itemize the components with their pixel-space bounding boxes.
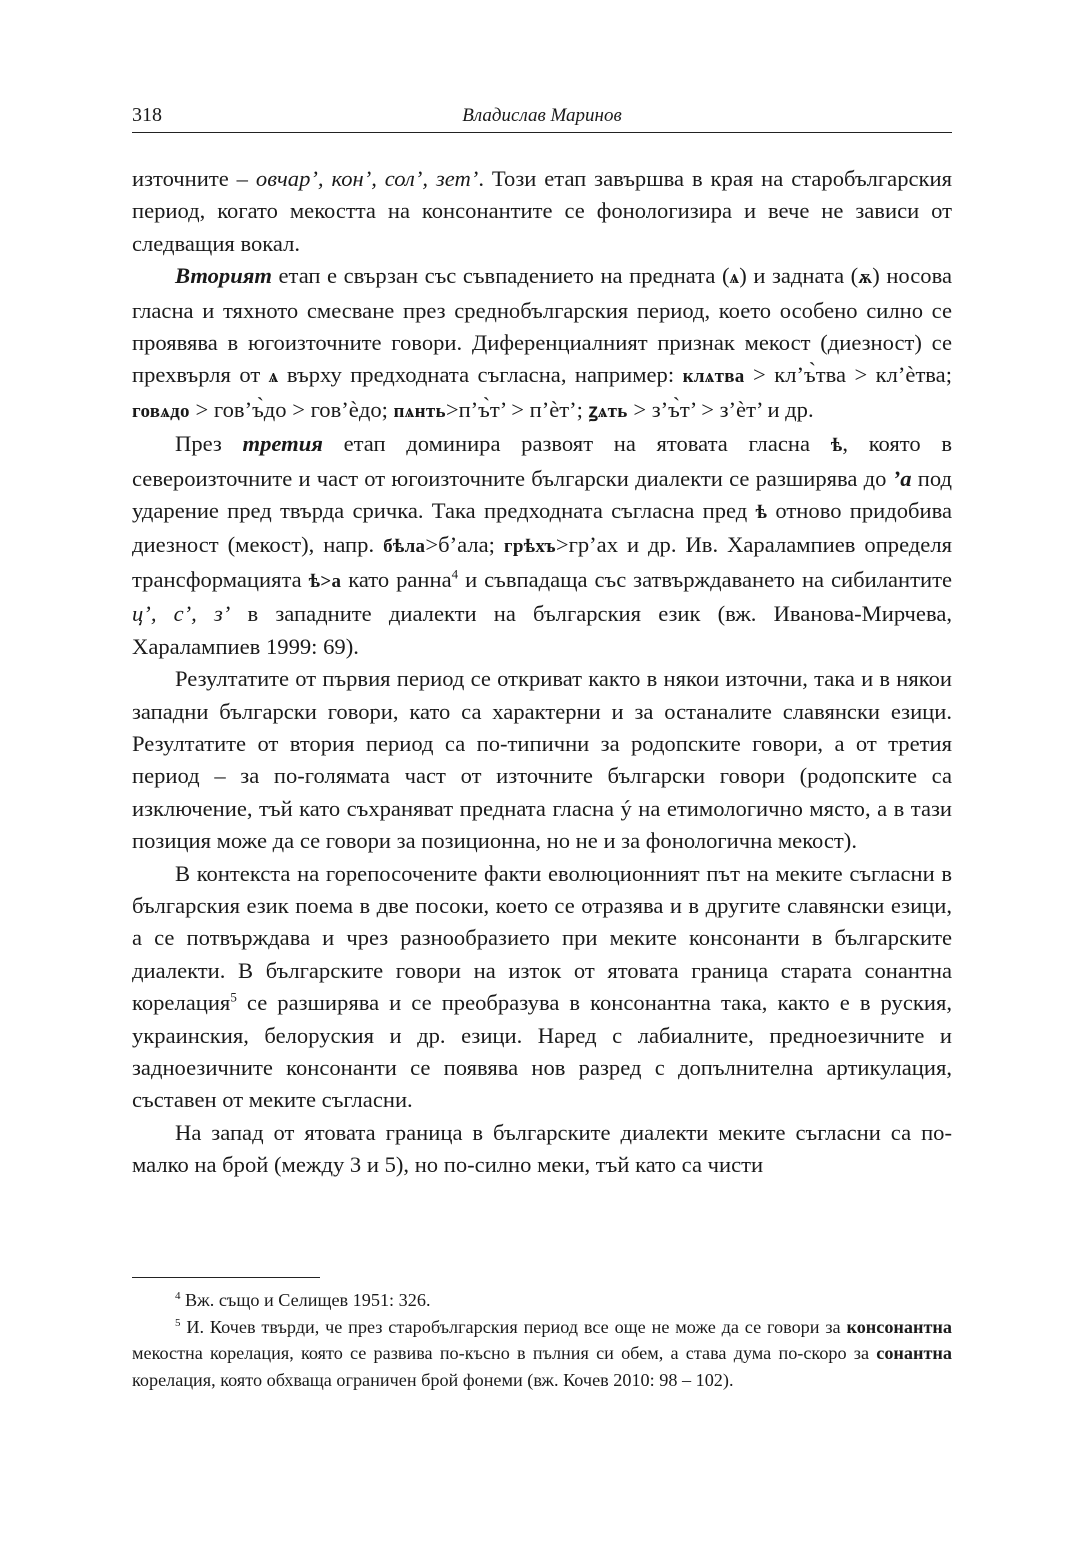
running-head <box>132 102 952 133</box>
footnotes <box>132 1287 952 1393</box>
paragraph-5: В контекста на горепосочените факти еволюционният път на меките съгласни в българския език поема в две посоки, което се отразява и в другите славянски езици, а се потвърждава и чрез разнообразието при меките консонанти в българските диалекти. В българските говори на изток от ятовата граница старата сонантна корелация$^5$ се разширява и се преобразува в консонантна така, както е в руския, украинския, белоруския и др. езици. Наред с лабиалните, предноезичните и задноезичните консонанти се появява нов разред с допълнителна артикулация, съставен от меките съгласни. <box>132 860 952 1113</box>
paragraph-1: източните – овчар’, кон’, сол’, зет’. Този етап завършва в края на старобългарския период, когато мекостта на консонантите се фонологизира и вече не зависи от следващия вокал. <box>132 166 952 256</box>
term-sonantal: сонантна <box>876 1343 952 1363</box>
ocs-yat: ѣ <box>830 435 843 457</box>
ocs-word: говѧдо <box>132 400 190 422</box>
term-consonantal: консонантна <box>846 1316 952 1337</box>
footnote-ref-4[interactable]: 4 <box>451 566 459 582</box>
term-a: ’а <box>892 465 912 491</box>
ocs-word: грѣхъ <box>503 536 556 558</box>
paragraph-3: През третия етап доминира развоят на ятовата гласна ѣ, която в североизточните и част от югоизточните български диалекти се разширява до ’а под ударение пред твърда сричка. Така предходната съгласна пред ѣ отново придобива диезност (мекост), напр. бѣла>б’ала; грѣхъ>гр’ах и др. Ив. Харалампиев определя трансформацията ѣ>а като ранна$^4$ и съвпадаща със затвърждаването на сибилантите ц’, с’, з’ в западните диалекти на българския език (вж. Иванова-Мирчева, Харалампиев 1999: 69). <box>132 431 953 659</box>
term-second-stage: Вторият <box>175 263 272 289</box>
ocs-word: ꙁѧть <box>588 400 628 422</box>
paragraph-2: Вторият етап е свързан със съвпадението на предната (ѧ) и задната (ѫ) носова гласна и тяхното смесване през среднобългарския период, което особено силно се проявява в югоизточните говори. Диференциалният признак мекост (диезност) се прехвърля от ѧ върху предходната съгласна, например: клѧтва > кл’ъ̀тва > кл’ѐтва; говѧдо > гов’ъ̀до > гов’ѐдо; пѧнть>п’ъ̀т’ > п’ѐт’; ꙁѧть > з’ъ̀т’ > з’ѐт’ и др. <box>132 263 952 422</box>
ocs-word: ѣ>а <box>308 570 342 592</box>
footnote-4: $^4$ Вж. също и Селищев 1951: 326. <box>175 1289 431 1310</box>
paragraph-6: На запад от ятовата граница в българските диалекти меките съгласни са по-малко на брой (между 3 и 5), но по-силно меки, тъй като са чисти <box>132 1119 952 1178</box>
term-third-stage: третия <box>242 431 323 457</box>
ocs-front-nasal: ѧ <box>729 267 740 289</box>
page-number: 318 <box>132 104 162 126</box>
ocs-letter: ѧ <box>268 366 279 388</box>
sibilants: ц’, с’, з’ <box>132 601 231 627</box>
footnote-separator <box>132 1277 320 1278</box>
footnote-5: $^5$ И. Кочев твърди, че през старобългарския период все още не може да се говори за консонантна мекостна корелация, която се развива по-късно в пълния си обем, а става дума по-скоро за сонантна корелация, която обхваща ограничен брой фонеми (вж. Кочев 2010: 98 – 102). <box>132 1316 952 1390</box>
running-title-author: Владислав Маринов <box>462 105 622 126</box>
ocs-word: клѧтва <box>682 366 745 388</box>
footnote-number: 5 <box>175 1316 181 1329</box>
ocs-yat: ѣ <box>755 502 768 524</box>
main-text <box>132 163 952 1182</box>
example-words: овчар’, кон’, сол’, зет’ <box>255 166 479 191</box>
paragraph-4: Резултатите от първия период се откриват както в някои източни, така и в някои западни български говори, като са характерни и за останалите славянски езици. Резултатите от втория период са по-типични за родопските говори, а от третия период – за по-голямата част от източните български говори (родопските са изключение, тъй като съхраняват предната гласна ý на етимологично място, а в тази позиция може да се говори за позиционна, но не и за фонологична мекост). <box>132 666 952 854</box>
footnote-ref-5[interactable]: 5 <box>230 989 237 1005</box>
ocs-back-nasal: ѫ <box>858 267 873 289</box>
footnote-number: 4 <box>175 1289 181 1302</box>
ocs-word: бѣла <box>383 536 426 558</box>
ocs-word: пѧнть <box>393 400 446 422</box>
